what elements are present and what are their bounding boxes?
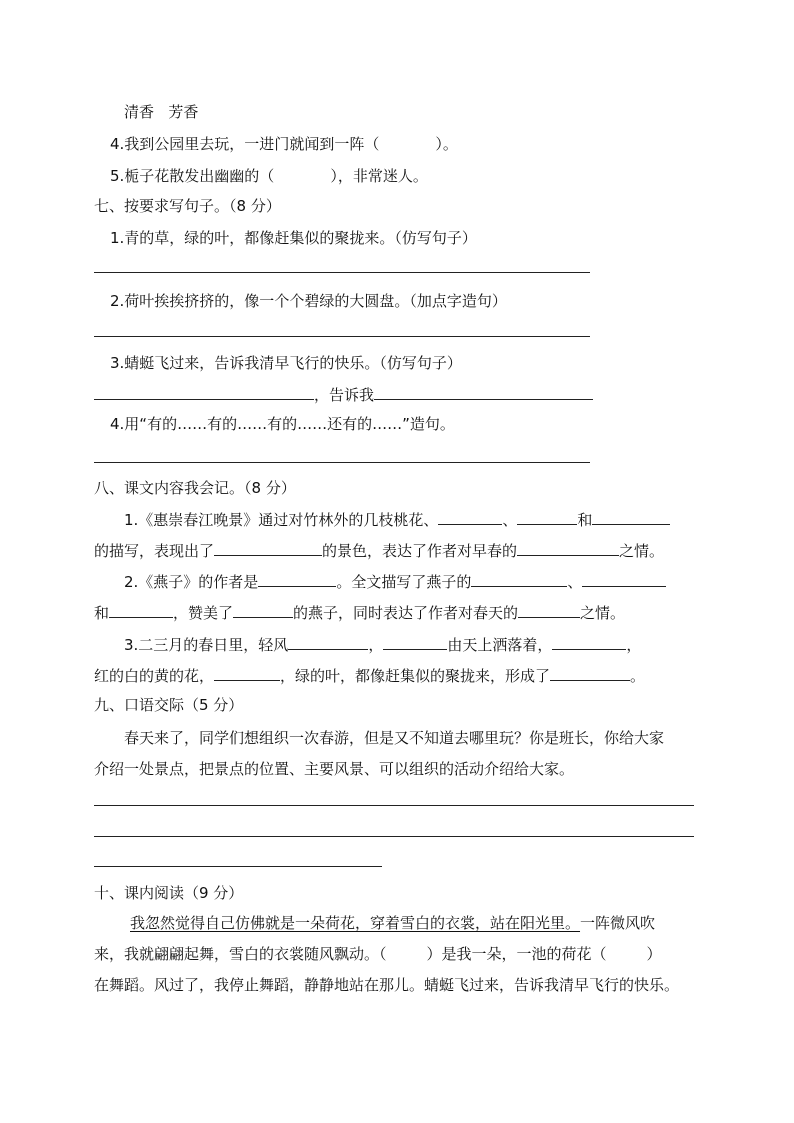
reading-passage-line [130,913,655,933]
fill-item [110,134,458,154]
item-text: 由天上洒落着， [447,636,553,654]
fill-item [94,602,625,623]
item-text: 。全文描写了燕子的 [336,573,472,591]
passage-text: 一阵微风吹 [580,914,656,932]
item-text: 和 [577,511,593,529]
section-heading: 十、课内阅读（9 分） [94,884,244,902]
answer-blank[interactable] [517,509,577,525]
passage-text: 来，我就翩翩起舞，雪白的衣裳随风飘动。（ [94,945,387,963]
prompt-text: 介绍一处景点，把景点的位置、主要风景、可以组织的活动介绍给大家。 [94,760,575,778]
answer-blank[interactable] [214,540,322,556]
item-text: ），非常迷人。 [330,167,428,185]
item-text: 之情。 [619,542,665,560]
item-text: 2.《燕子》的作者是 [124,573,259,591]
item-text: 之情。 [580,604,626,622]
word-choices [124,102,198,122]
item-text: 和 [94,604,110,622]
section-heading: 七、按要求写句子。（8 分） [94,197,281,215]
question-text: 3.蜻蜓飞过来，告诉我清早飞行的快乐。（仿写句子） [110,354,462,372]
word-choice: 芳香 [168,103,199,121]
answer-blank[interactable] [518,602,580,618]
reading-passage-line [94,944,662,964]
item-text: ）。 [435,135,458,153]
answer-blank[interactable] [582,571,666,587]
item-text: 。 [630,667,646,685]
answer-blank[interactable] [214,665,280,681]
answer-blank[interactable] [383,634,447,650]
passage-text: ） [646,945,662,963]
passage-text: ）是我一朵，一池的荷花（ [426,945,607,963]
question-text: 4.用“有的……有的……有的……还有的……”造句。 [110,415,455,433]
answer-line[interactable] [94,272,590,273]
word-choice: 清香 [124,103,155,121]
answer-blank[interactable] [438,509,502,525]
answer-blank[interactable] [550,665,630,681]
item-text: ， [626,636,642,654]
prompt-text: 春天来了，同学们想组织一次春游，但是又不知道去哪里玩？你是班长，你给大家 [124,729,665,747]
item-text: 1.《惠崇春江晚景》通过对竹林外的几枝桃花、 [124,511,439,529]
fill-item [124,571,666,592]
underlined-sentence: 我忽然觉得自己仿佛就是一朵荷花，穿着雪白的衣裳，站在阳光里。 [130,914,581,932]
item-text: 的描写，表现出了 [94,542,215,560]
answer-blank[interactable] [109,602,173,618]
item-text: ，赞美了 [173,604,234,622]
answer-line[interactable] [94,462,590,463]
item-text: ， [368,636,384,654]
answer-blank[interactable] [517,540,619,556]
answer-line[interactable] [94,805,694,806]
reading-passage-line: 在舞蹈。风过了，我停止舞蹈，静静地站在那儿。蜻蜓飞过来，告诉我清早飞行的快乐。 [94,976,680,994]
answer-blank[interactable] [233,602,293,618]
answer-blank[interactable] [592,509,670,525]
question-text: 2.荷叶挨挨挤挤的，像一个个碧绿的大圆盘。（加点字造句） [110,292,507,310]
fill-item [124,509,670,530]
section-heading: 八、课文内容我会记。（8 分） [94,479,296,497]
fill-item [94,665,645,686]
fill-item [94,384,593,405]
answer-blank[interactable] [374,384,593,400]
item-text: 、 [567,573,583,591]
item-text: 红的白的黄的花， [94,667,215,685]
fill-item [94,540,664,561]
fill-item [110,166,428,186]
answer-blank[interactable] [258,571,336,587]
item-text: 、 [502,511,518,529]
item-text: 3.二三月的春日里，轻风 [124,636,289,654]
section-heading: 九、口语交际（5 分） [94,696,244,714]
question-text: 1.青的草，绿的叶，都像赶集似的聚拢来。（仿写句子） [110,229,477,247]
item-text: 的燕子，同时表达了作者对春天的 [293,604,519,622]
fill-item [124,634,641,655]
answer-blank[interactable] [288,634,368,650]
answer-line[interactable] [94,836,694,837]
answer-line[interactable] [94,336,590,337]
answer-blank[interactable] [471,571,567,587]
item-text: 5.栀子花散发出幽幽的（ [110,167,275,185]
item-text: ，绿的叶，都像赶集似的聚拢来，形成了 [280,667,551,685]
answer-line[interactable] [94,866,382,867]
answer-blank[interactable] [94,384,314,400]
item-text: ，告诉我 [314,386,375,404]
answer-blank[interactable] [552,634,626,650]
item-text: 的景色，表达了作者对早春的 [322,542,518,560]
item-text: 4.我到公园里去玩，一进门就闻到一阵（ [110,135,380,153]
